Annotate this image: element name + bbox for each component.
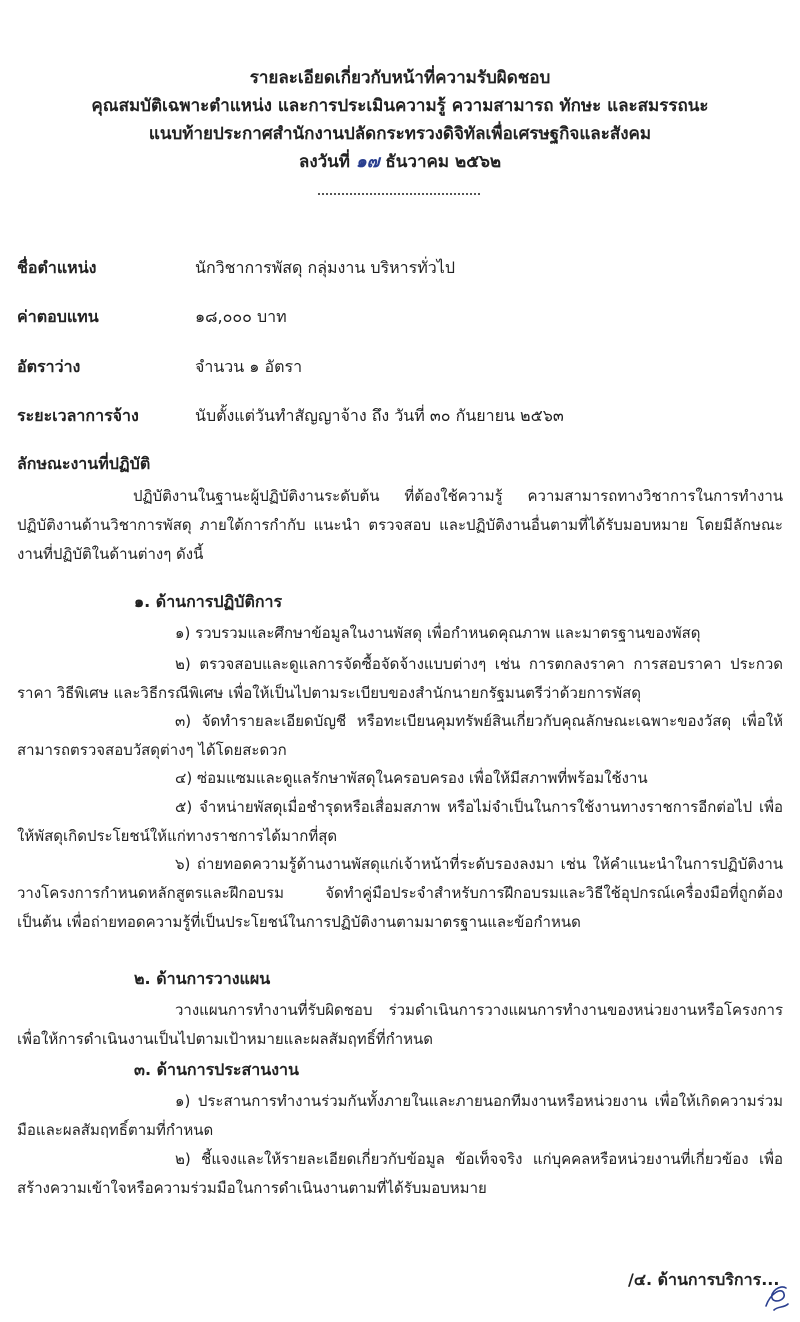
handwritten-signature-icon <box>760 1276 792 1316</box>
section2-heading: ๒. ด้านการวางแผน <box>134 969 271 988</box>
field-value: นักวิชาการพัสดุ กลุ่มงาน บริหารทั่วไป <box>195 258 455 277</box>
section1-item-5: ๕) จำหน่ายพัสดุเมื่อชำรุดหรือเสื่อมสภาพ หรือไม่จำเป็นในการใช้งานทางราชการอีกต่อไป เพื่อให้พัสดุเกิดประโยชน์ให้แก่ทางราชการได้มากที่สุด <box>17 798 783 845</box>
field-value: จำนวน ๑ อัตรา <box>195 357 303 376</box>
header-date <box>0 148 800 176</box>
section2-text: วางแผนการทำงานที่รับผิดชอบ ร่วมดำเนินการวางแผนการทำงานของหน่วยงานหรือโครงการ เพื่อให้การดำเนินงานเป็นไปตามเป้าหมายและผลสัมฤทธิ์ที่กำหนด <box>17 1001 783 1048</box>
date-prefix: ลงวันที่ <box>298 152 350 172</box>
header-divider <box>318 193 480 195</box>
section3-item-1: ๑) ประสานการทำงานร่วมกันทั้งภายในและภายนอกทีมงานหรือหน่วยงาน เพื่อให้เกิดความร่วมมือและผลสัมฤทธิ์ตามที่กำหนด <box>17 1092 783 1139</box>
header-announcement: แนบท้ายประกาศสำนักงานปลัดกระทรวงดิจิทัลเพื่อเศรษฐกิจและสังคม <box>148 124 652 144</box>
field-label: อัตราว่าง <box>17 357 81 376</box>
date-month-year: ธันวาคม ๒๕๖๒ <box>385 152 502 172</box>
section1-item-1: ๑) รวบรวมและศึกษาข้อมูลในงานพัสดุ เพื่อกำหนดคุณภาพ และมาตรฐานของพัสดุ <box>175 624 701 642</box>
header-title: รายละเอียดเกี่ยวกับหน้าที่ความรับผิดชอบ <box>249 68 551 88</box>
section3-item-2: ๒) ชี้แจงและให้รายละเอียดเกี่ยวกับข้อมูล ข้อเท็จจริง แก่บุคคลหรือหน่วยงานที่เกี่ยวข้อง เพื่อสร้างความเข้าใจหรือความร่วมมือในการดำเนินงานตามที่ได้รับมอบหมาย <box>17 1150 783 1197</box>
field-label: ชื่อตำแหน่ง <box>17 258 97 277</box>
header-subtitle: คุณสมบัติเฉพาะตำแหน่ง และการประเมินความรู้ ความสามารถ ทักษะ และสมรรถนะ <box>91 96 709 116</box>
section1-item-6: ๖) ถ่ายทอดความรู้ด้านงานพัสดุแก่เจ้าหน้าที่ระดับรองลงมา เช่น ให้คำแนะนำในการปฏิบัติงาน วางโครงการกำหนดหลักสูตรและฝึกอบรม จัดทำคู่มือประจำสำหรับการฝึกอบรมและวิธีใช้อุปกรณ์เครื่องมือที่ถูกต้อง เป็นต้น เพื่อถ่ายทอดความรู้ที่เป็นประโยชน์ในการปฏิบัติงานตามมาตรฐานและข้อกำหนด <box>17 855 783 931</box>
section1-item-2: ๒) ตรวจสอบและดูแลการจัดซื้อจัดจ้างแบบต่างๆ เช่น การตกลงราคา การสอบราคา ประกวดราคา วิธีพิเศษ และวิธีกรณีพิเศษ เพื่อให้เป็นไปตามระเบียบของสำนักนายกรัฐมนตรีว่าด้วยการพัสดุ <box>17 655 783 702</box>
document-header <box>0 64 800 176</box>
field-label: ค่าตอบแทน <box>17 307 99 326</box>
field-label: ระยะเวลาการจ้าง <box>17 406 139 425</box>
job-nature-heading: ลักษณะงานที่ปฏิบัติ <box>17 454 151 473</box>
section1-item-4: ๔) ซ่อมแซมและดูแลรักษาพัสดุในครอบครอง เพื่อให้มีสภาพที่พร้อมใช้งาน <box>175 769 648 787</box>
section1-item-3: ๓) จัดทำรายละเอียดบัญชี หรือทะเบียนคุมทรัพย์สินเกี่ยวกับคุณลักษณะเฉพาะของวัสดุ เพื่อให้สามารถตรวจสอบวัสดุต่างๆ ได้โดยสะดวก <box>17 712 783 759</box>
date-day-handwritten: ๑๗ <box>355 152 380 172</box>
section3-heading: ๓. ด้านการประสานงาน <box>134 1060 299 1079</box>
next-page-continuation: /๔. ด้านการบริการ... <box>628 1270 780 1289</box>
job-nature-intro: ปฏิบัติงานในฐานะผู้ปฏิบัติงานระดับต้น ที่ต้องใช้ความรู้ ความสามารถทางวิชาการในการทำงาน ปฏิบัติงานด้านวิชาการพัสดุ ภายใต้การกำกับ แนะนำ ตรวจสอบ และปฏิบัติงานอื่นตามที่ได้รับมอบหมาย โดยมีลักษณะงานที่ปฏิบัติในด้านต่างๆ ดังนี้ <box>17 487 783 563</box>
section1-heading: ๑. ด้านการปฏิบัติการ <box>134 592 283 611</box>
field-value: นับตั้งแต่วันทำสัญญาจ้าง ถึง วันที่ ๓๐ กันยายน ๒๕๖๓ <box>195 406 564 425</box>
field-value: ๑๘,๐๐๐ บาท <box>195 307 287 326</box>
